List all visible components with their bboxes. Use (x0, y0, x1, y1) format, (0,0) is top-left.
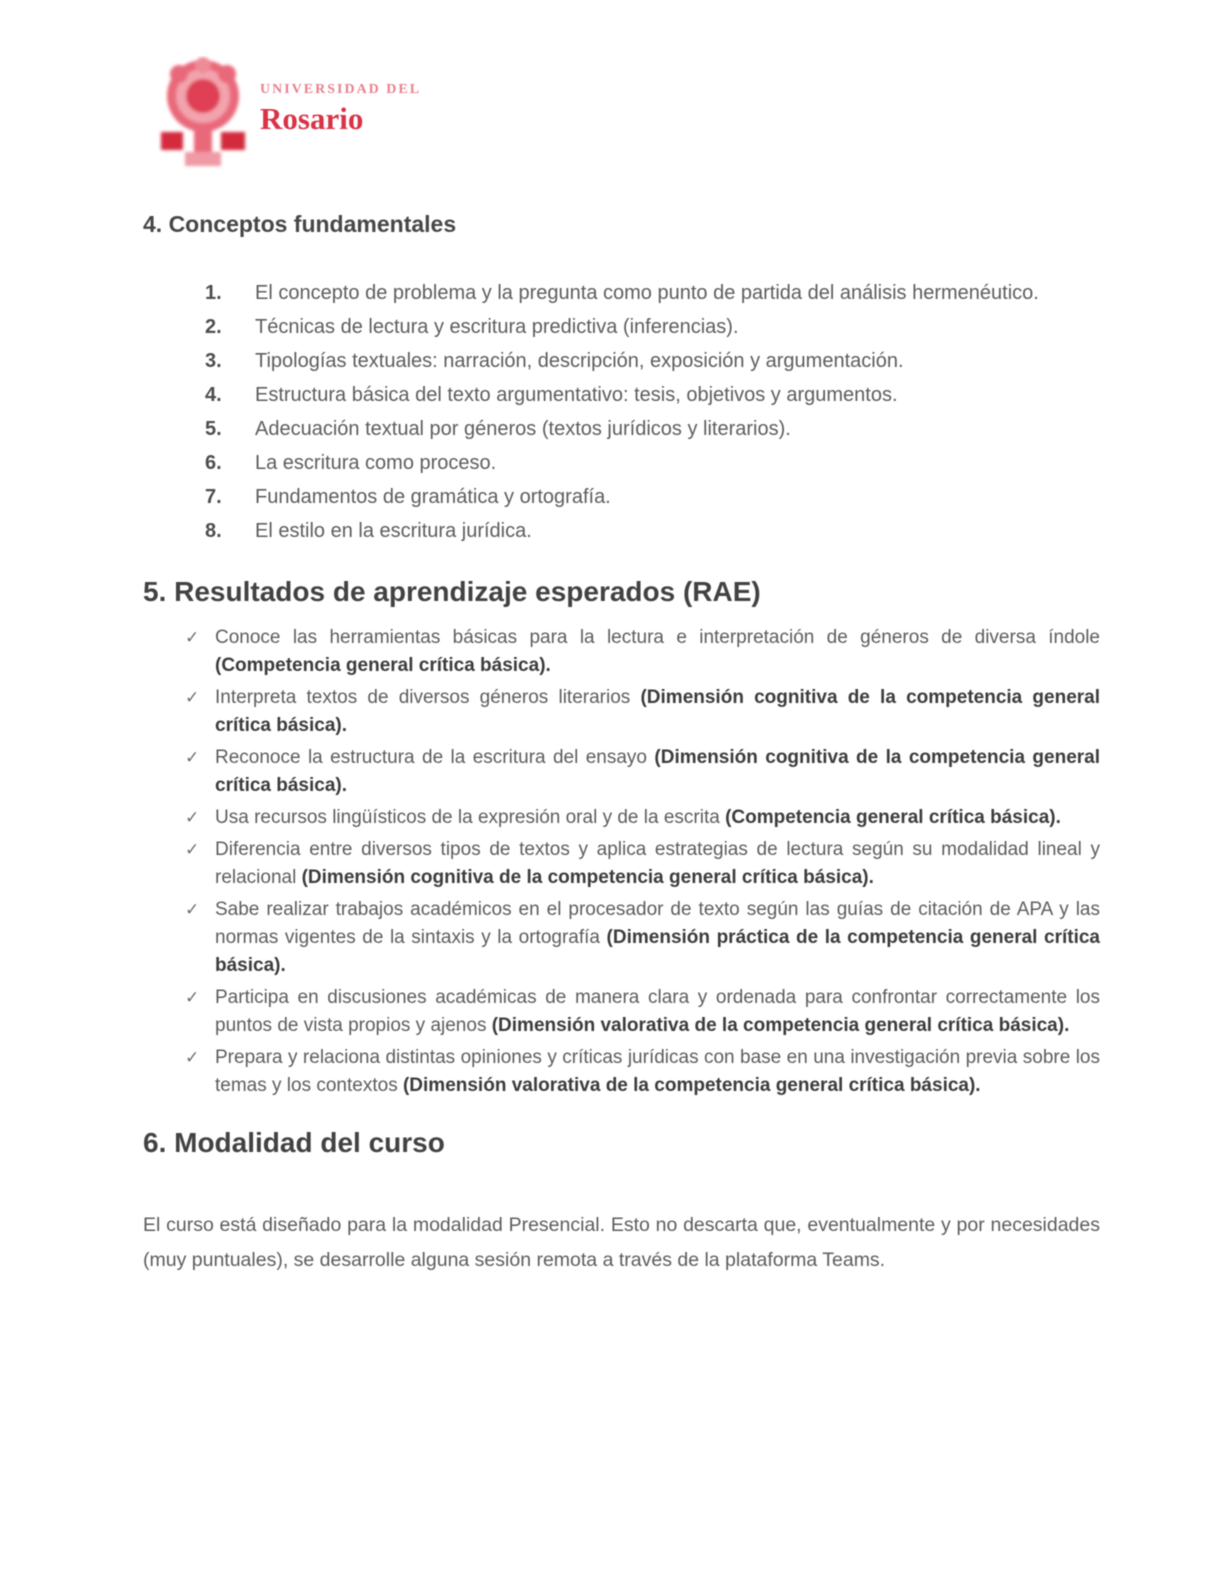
rae-item-dimension-bold: (Dimensión cognitiva de la competencia general crítica básica). (215, 687, 1100, 736)
item-number: 2. (205, 316, 222, 338)
modality-paragraph: El curso está diseñado para la modalidad Presencial. Esto no descarta que, eventualmente y por necesidades (muy puntuales), se desarrolle alguna sesión remota a través de la plataforma Teams. (143, 1214, 1100, 1271)
fundamentals-item (143, 446, 1100, 480)
rae-item (143, 896, 1100, 980)
item-text: Fundamentos de gramática y ortografía. (255, 486, 611, 508)
rae-item-text: Diferencia entre diversos tipos de textos y aplica estrategias de lectura según su modalidad lineal y relacional (Dimensión cognitiva de la competencia general crítica básica). (215, 839, 1100, 888)
rae-item (143, 1044, 1100, 1100)
check-icon: ✓ (185, 840, 200, 859)
rae-item-text: Reconoce la estructura de la escritura del ensayo (Dimensión cognitiva de la competencia general crítica básica). (215, 747, 1101, 796)
section-6-heading: 6. Modalidad del curso (143, 1127, 445, 1158)
rae-list (143, 624, 1100, 1100)
rae-item-dimension-bold: (Dimensión práctica de la competencia general crítica básica). (215, 927, 1101, 976)
rae-item-text: Sabe realizar trabajos académicos en el procesador de texto según las guías de citación de APA y las normas vigentes de la sintaxis y la ortografía (Dimensión práctica de la competencia general crítica básica). (215, 899, 1101, 976)
rae-item (143, 624, 1100, 680)
university-name-big: Rosario (260, 101, 364, 136)
rae-item-dimension-bold: (Dimensión valorativa de la competencia general crítica básica). (402, 1075, 981, 1096)
fundamentals-item (143, 378, 1100, 412)
fundamentals-item (143, 480, 1100, 514)
rae-item (143, 836, 1100, 892)
rae-item-text: Interpreta textos de diversos géneros literarios (Dimensión cognitiva de la competencia general crítica básica). (215, 687, 1100, 736)
section-4-heading: 4. Conceptos fundamentales (143, 211, 457, 237)
item-text: El estilo en la escritura jurídica. (255, 520, 532, 542)
rae-item (143, 804, 1100, 832)
rae-item-dimension-bold: (Competencia general crítica básica). (215, 655, 551, 676)
check-icon: ✓ (185, 748, 200, 767)
check-icon: ✓ (185, 900, 200, 919)
check-icon: ✓ (185, 628, 200, 647)
rae-item (143, 984, 1100, 1040)
section-5-heading: 5. Resultados de aprendizaje esperados (RAE) (143, 576, 761, 607)
rae-item-dimension-bold: (Dimensión cognitiva de la competencia general crítica básica). (301, 867, 874, 888)
rae-item-dimension-bold: (Dimensión cognitiva de la competencia general crítica básica). (215, 747, 1101, 796)
item-text: Técnicas de lectura y escritura predictiva (inferencias). (255, 316, 739, 338)
fundamentals-item (143, 344, 1100, 378)
item-text: La escritura como proceso. (255, 452, 497, 474)
item-number: 4. (205, 384, 222, 406)
rae-item-text: Conoce las herramientas básicas para la lectura e interpretación de géneros de diversa índole (Competencia general crítica básica). (215, 627, 1100, 676)
check-icon: ✓ (185, 688, 200, 707)
check-icon: ✓ (185, 988, 200, 1007)
item-number: 7. (205, 486, 222, 508)
item-number: 3. (205, 350, 222, 372)
item-number: 5. (205, 418, 222, 440)
document-body (143, 0, 1100, 1278)
item-number: 8. (205, 520, 222, 542)
fundamentals-list (143, 276, 1100, 548)
item-number: 6. (205, 452, 222, 474)
rae-item-text: Usa recursos lingüísticos de la expresión oral y de la escrita (Competencia general crítica básica). (215, 807, 1061, 828)
item-text: Estructura básica del texto argumentativo: tesis, objetivos y argumentos. (255, 384, 898, 406)
fundamentals-item (143, 514, 1100, 548)
fundamentals-item (143, 276, 1100, 310)
check-icon: ✓ (185, 1048, 200, 1067)
fundamentals-item (143, 412, 1100, 446)
item-text: El concepto de problema y la pregunta como punto de partida del análisis hermenéutico. (255, 282, 1039, 304)
item-text: Adecuación textual por géneros (textos jurídicos y literarios). (255, 418, 791, 440)
rae-item (143, 744, 1100, 800)
rae-item-text: Prepara y relaciona distintas opiniones y críticas jurídicas con base en una investigación previa sobre los temas y los contextos (Dimensión valorativa de la competencia general crítica básica). (215, 1047, 1100, 1096)
rae-item-dimension-bold: (Dimensión valorativa de la competencia general crítica básica). (491, 1015, 1070, 1036)
rae-item-text: Participa en discusiones académicas de manera clara y ordenada para confrontar correctamente los puntos de vista propios y ajenos (Dimensión valorativa de la competencia general crítica básica). (215, 987, 1100, 1036)
item-text: Tipologías textuales: narración, descripción, exposición y argumentación. (255, 350, 904, 372)
item-number: 1. (205, 282, 222, 304)
check-icon: ✓ (185, 808, 200, 827)
university-name-small: UNIVERSIDAD DEL (260, 82, 422, 97)
rae-item-dimension-bold: (Competencia general crítica básica). (725, 807, 1061, 828)
fundamentals-item (143, 310, 1100, 344)
rae-item (143, 684, 1100, 740)
